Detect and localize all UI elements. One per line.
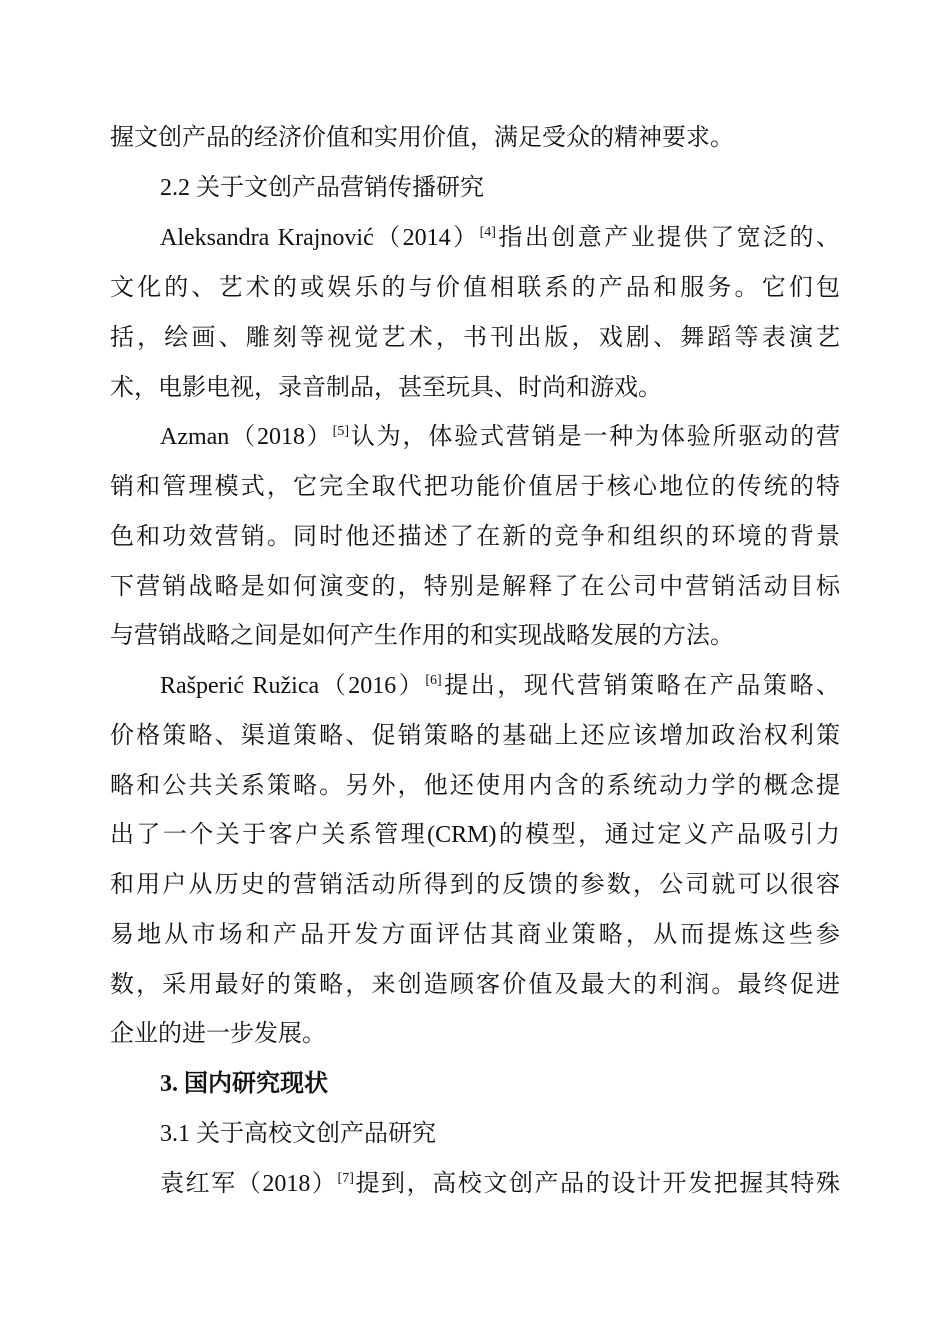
paragraph-line	[110, 263, 840, 313]
line-text: 提到，高校文创产品的设计开发把握其特殊	[353, 1171, 841, 1197]
paragraph-line	[110, 313, 840, 363]
paragraph-first-line	[160, 213, 840, 263]
paragraph-line	[110, 810, 840, 860]
line-text: 术，电影电视，录音制品，甚至玩具、时尚和游戏。	[110, 375, 662, 401]
section-heading-3	[160, 1059, 840, 1109]
paragraph-last-line	[110, 1009, 840, 1059]
citation-marker: [5]	[332, 424, 349, 439]
line-text: 括，绘画、雕刻等视觉艺术，书刊出版，戏剧、舞蹈等表演艺	[110, 325, 840, 351]
paragraph-line	[110, 860, 840, 910]
paragraph-first-line	[160, 1159, 840, 1209]
paragraph-line	[110, 960, 840, 1010]
paragraph-line	[110, 562, 840, 612]
heading-text: 3. 国内研究现状	[160, 1071, 328, 1097]
paragraph-line	[110, 512, 840, 562]
paragraph-last-line	[110, 363, 840, 413]
line-text: 数，采用最好的策略，来创造顾客价值及最大的利润。最终促进	[110, 972, 840, 998]
paragraph-line	[110, 761, 840, 811]
line-text: 色和功效营销。同时他还描述了在新的竞争和组织的环境的背景	[110, 524, 840, 550]
author-year: Aleksandra Krajnović（2014）	[160, 225, 480, 251]
line-text: 认为，体验式营销是一种为体验所驱动的营	[349, 424, 840, 450]
line-text: 握文创产品的经济价值和实用价值，满足受众的精神要求。	[110, 125, 734, 151]
line-text: 提出，现代营销策略在产品策略、	[441, 673, 840, 699]
paragraph-last-line	[110, 611, 840, 661]
paragraph-continuation-line	[110, 113, 840, 163]
line-text: 企业的进一步发展。	[110, 1021, 326, 1047]
line-text: 文化的、艺术的或娱乐的与价值相联系的产品和服务。它们包	[110, 275, 840, 301]
line-text: 销和管理模式，它完全取代把功能价值居于核心地位的传统的特	[110, 474, 840, 500]
line-text: 价格策略、渠道策略、促销策略的基础上还应该增加政治权利策	[110, 723, 840, 749]
line-text: 易地从市场和产品开发方面评估其商业策略，从而提炼这些参	[110, 922, 840, 948]
paragraph-line	[110, 910, 840, 960]
line-text: 和用户从历史的营销活动所得到的反馈的参数，公司就可以很容	[110, 872, 840, 898]
paragraph-first-line	[160, 661, 840, 711]
heading-text: 2.2 关于文创产品营销传播研究	[160, 175, 484, 201]
citation-marker: [4]	[479, 225, 496, 240]
line-text: 与营销战略之间是如何产生作用的和实现战略发展的方法。	[110, 623, 734, 649]
section-heading-2-2	[160, 163, 840, 213]
author-year: Azman（2018）	[160, 424, 333, 450]
author-year: 袁红军（2018）	[160, 1171, 338, 1197]
paragraph-line	[110, 711, 840, 761]
line-text: 出了一个关于客户关系管理(CRM)的模型，通过定义产品吸引力	[110, 822, 840, 848]
section-heading-3-1	[160, 1109, 840, 1159]
paragraph-first-line	[160, 412, 840, 462]
line-text: 指出创意产业提供了宽泛的、	[495, 225, 840, 251]
citation-marker: [7]	[337, 1171, 354, 1186]
heading-text: 3.1 关于高校文创产品研究	[160, 1121, 436, 1147]
paragraph-line	[110, 462, 840, 512]
line-text: 下营销战略是如何演变的，特别是解释了在公司中营销活动目标	[110, 574, 840, 600]
line-text: 略和公共关系策略。另外，他还使用内含的系统动力学的概念提	[110, 773, 840, 799]
citation-marker: [6]	[425, 673, 442, 688]
author-year: Rašperić Ružica（2016）	[160, 673, 426, 699]
